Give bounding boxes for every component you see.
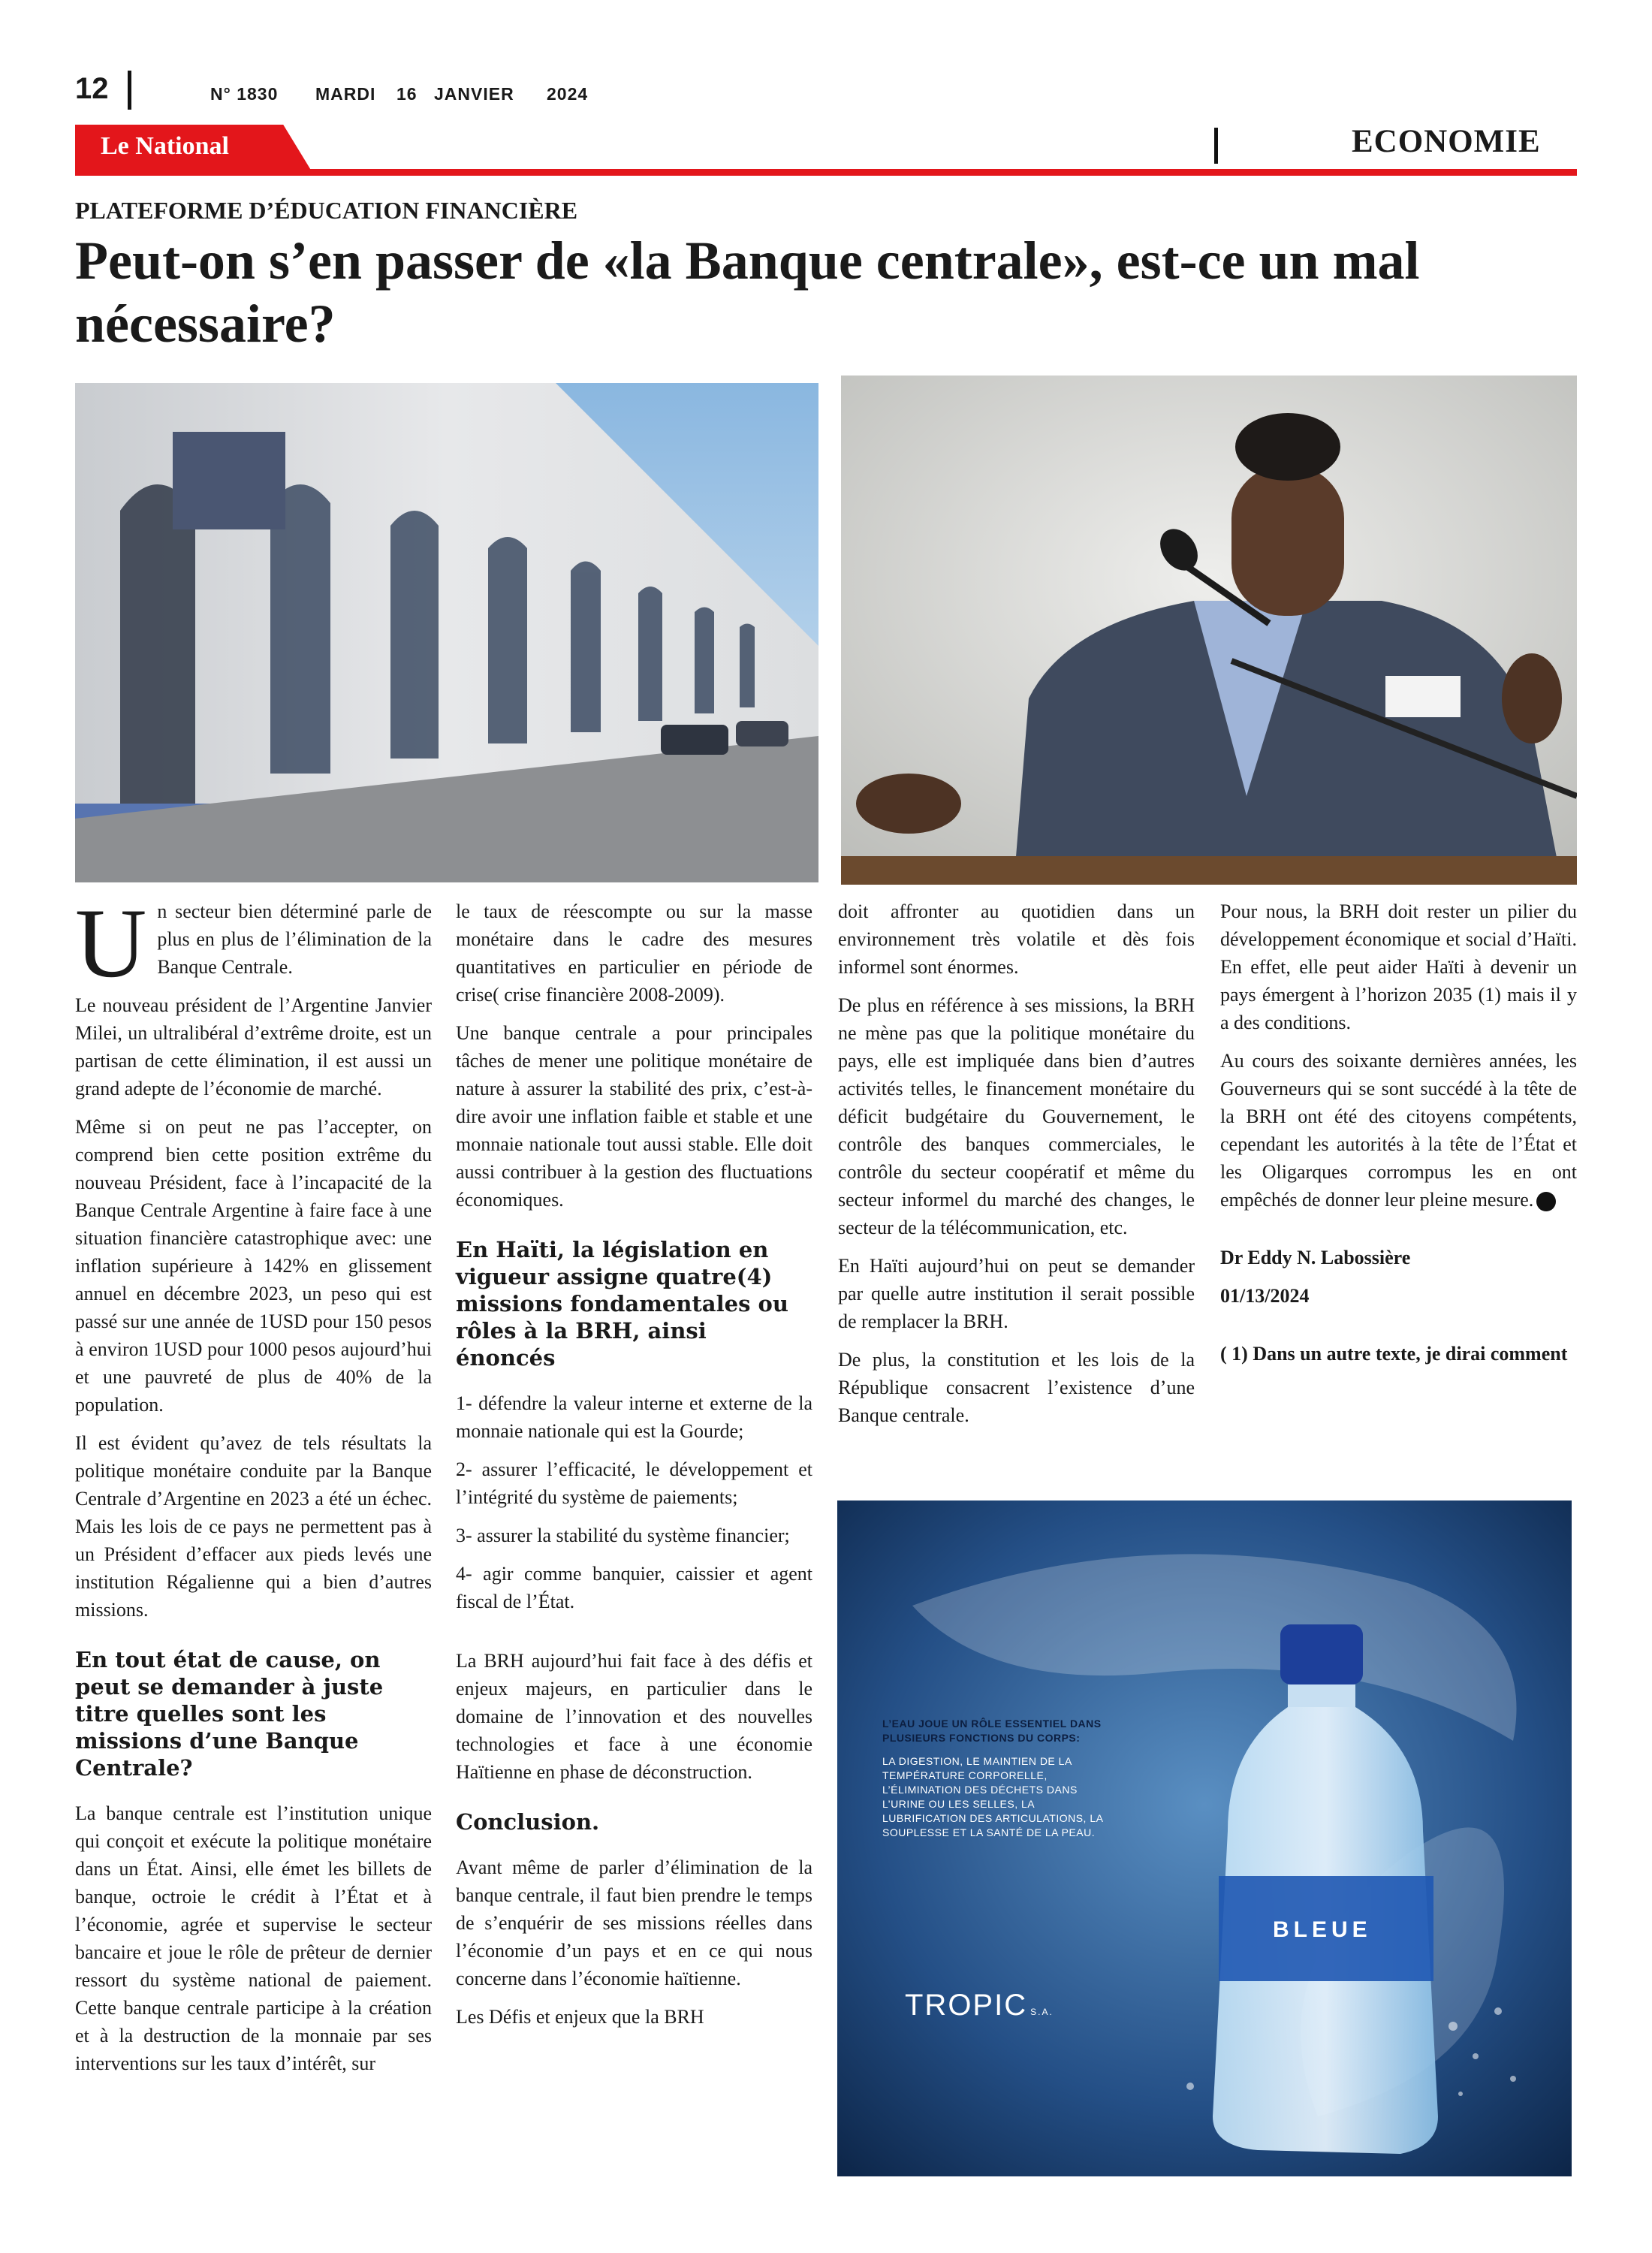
paragraph: La BRH aujourd’hui fait face à des défis et enjeux majeurs, en particulier dans le domaine de l’innovation et des nouvelles technologies et face à une économie Haïtienne en phase de déconstruction.: [456, 1650, 812, 1783]
bottle-label: BLEUE: [1273, 1917, 1372, 1942]
ad-headline-line: L’EAU JOUE UN RÔLE ESSENTIEL DANS: [882, 1718, 1102, 1730]
ad-copy: [882, 1717, 1228, 1840]
header-rule: [75, 169, 1577, 176]
paragraph: Le nouveau président de l’Argentine Janvier Milei, un ultralibéral d’extrême droite, est un partisan de cette élimination, il est aussi un grand adepte de l’économie de marché.: [75, 994, 432, 1099]
mission-item: 3- assurer la stabilité du système financier;: [456, 1525, 790, 1546]
section-heading: En tout état de cause, on peut se demander à juste titre quelles sont les missions d’une Banque Centrale?: [75, 1647, 384, 1781]
paragraph: Avant même de parler d’élimination de la banque centrale, il faut bien prendre le temps de s’enquérir de ses missions réelles dans l’économie d’un pays et en ce qui nous concerne dans l’économie haïtienne.: [456, 1856, 812, 1989]
article-column-1: [75, 888, 432, 2088]
paragraph: De plus, la constitution et les lois de la République consacrent l’existence d’une Banque centrale.: [838, 1349, 1195, 1426]
footnote: ( 1) Dans un autre texte, je dirai comment: [1220, 1343, 1568, 1365]
page-number-divider: [128, 71, 131, 110]
issue-day: MARDI: [315, 84, 376, 104]
section-title: ECONOMIE: [1352, 124, 1541, 159]
paragraph: Même si on peut ne pas l’accepter, on comprend bien cette position extrême du nouveau Président, face à l’incapacité de la Banque Centrale Argentine à faire face à une situation financière catastrophique avec: une inflation supérieure à 142% en glissement annuel en décembre 2023, un peso qui est passé sur une année de 1USD pour 150 pesos à environ 1USD pour 1000 pesos aujourd’hui et une pauvreté de plus de 40% de la population.: [75, 1116, 432, 1416]
issue-year: 2024: [547, 84, 589, 104]
paragraph: En Haïti aujourd’hui on peut se demander par quelle autre institution il serait possible de remplacer la BRH.: [838, 1255, 1195, 1332]
newspaper-brand: Le National: [101, 132, 229, 160]
paragraph: La banque centrale est l’institution unique qui conçoit et exécute la politique monétaire dans un État. Ainsi, elle émet les billets de banque, octroie le crédit à l’État et à l’économie, agrée et supervise le secteur bancaire et joue le rôle de prêteur de dernier ressort du système national de paiement. Cette banque centrale participe à la création et à la destruction de la monnaie par ses interventions sur les taux d’intérêt, sur: [75, 1802, 432, 2074]
drop-cap: U: [75, 888, 147, 998]
issue-number: N° 1830: [210, 84, 279, 104]
article-column-4: [1220, 897, 1577, 1378]
page-number: 12: [75, 72, 109, 105]
ad-body-line: LUBRIFICATION DES ARTICULATIONS, LA: [882, 1812, 1104, 1824]
ad-brand-logo: TROPIC S.A.: [905, 1989, 1054, 2022]
issue-month: JANVIER: [434, 84, 514, 104]
paragraph: De plus en référence à ses missions, la BRH ne mène pas que la politique monétaire du pays, elle est impliquée dans bien d’autres activités telles, le financement monétaire du déficit budgétaire du Gouvernement, le contrôle des banques commerciales, le contrôle du secteur coopératif et même du secteur informel du marché des changes, le secteur de la télécommunication, etc.: [838, 994, 1195, 1238]
article-kicker: PLATEFORME D’ÉDUCATION FINANCIÈRE: [75, 197, 578, 224]
paragraph: Il est évident qu’avez de tels résultats la politique monétaire conduite par la Banque Centrale d’Argentine en 2023 a été un échec. Mais les lois de ce pays ne permettent pas à un Président d’effacer aux pieds levés une institution Régalienne qui a bien d’autres missions.: [75, 1432, 432, 1621]
conclusion-heading: Conclusion.: [456, 1809, 600, 1835]
article-date: 01/13/2024: [1220, 1285, 1310, 1307]
mission-item: 4- agir comme banquier, caissier et agent fiscal de l’État.: [456, 1563, 812, 1612]
section-divider: [1214, 128, 1218, 164]
intro-paragraph: Un secteur bien déterminé parle de plus en plus de l’élimination de la Banque Centrale.: [75, 888, 432, 998]
ad-body-line: L’URINE OU LES SELLES, LA: [882, 1798, 1036, 1810]
article-column-2: [456, 897, 812, 2041]
paragraph: Pour nous, la BRH doit rester un pilier du développement économique et social d’Haïti. En effet, elle peut aider Haïti à devenir un pays émergent à l’horizon 2035 (1) mais il y a des conditions.: [1220, 900, 1577, 1033]
paragraph: le taux de réescompte ou sur la masse monétaire dans le cadre des mesures quantitatives en particulier en période de crise( crise financière 2008-2009).: [456, 900, 812, 1006]
paragraph: Au cours des soixante dernières années, les Gouverneurs qui se sont succédé à la tête de la BRH ont été des citoyens compétents, cependant les autorités à la tête de l’État et les Oligarques corrompus les en ont empêchés de donner leur pleine mesure.: [1220, 1050, 1577, 1211]
issue-date-number: 16: [396, 84, 418, 104]
ad-body-line: SOUPLESSE ET LA SANTÉ DE LA PEAU.: [882, 1826, 1096, 1838]
ad-body-line: TEMPÉRATURE CORPORELLE,: [882, 1769, 1048, 1781]
end-of-article-icon: [1536, 1192, 1556, 1211]
paragraph: doit affronter au quotidien dans un environnement très volatile et dès fois informel sont énormes.: [838, 900, 1195, 978]
article-title: Peut-on s’en passer de «la Banque centrale», est-ce un mal nécessaire?: [75, 231, 1420, 354]
speaker-photo: [841, 376, 1577, 885]
water-advertisement: [837, 1500, 1572, 2176]
paragraph: Une banque centrale a pour principales tâches de mener une politique monétaire de nature à assurer la stabilité des prix, c’est-à-dire avoir une inflation faible et stable et une monnaie nationale tout aussi stable. Elle doit aussi contribuer à la gestion des fluctuations économiques.: [456, 1022, 812, 1211]
article-column-3: [838, 897, 1195, 1440]
mission-item: 2- assurer l’efficacité, le développement et l’intégrité du système de paiements;: [456, 1458, 812, 1508]
paragraph: Les Défis et enjeux que la BRH: [456, 2006, 704, 2028]
ad-headline-line: PLUSIEURS FONCTIONS DU CORPS:: [882, 1732, 1081, 1744]
bank-building-photo: [75, 383, 818, 882]
author-name: Dr Eddy N. Labossière: [1220, 1247, 1411, 1268]
ad-body-line: LA DIGESTION, LE MAINTIEN DE LA: [882, 1755, 1072, 1767]
section-heading: En Haïti, la législation en vigueur assigne quatre(4) missions fondamentales ou rôles à la BRH, ainsi énoncés: [456, 1237, 788, 1371]
mission-item: 1- défendre la valeur interne et externe de la monnaie nationale qui est la Gourde;: [456, 1392, 812, 1442]
ad-body-line: L’ÉLIMINATION DES DÉCHETS DANS: [882, 1784, 1078, 1796]
